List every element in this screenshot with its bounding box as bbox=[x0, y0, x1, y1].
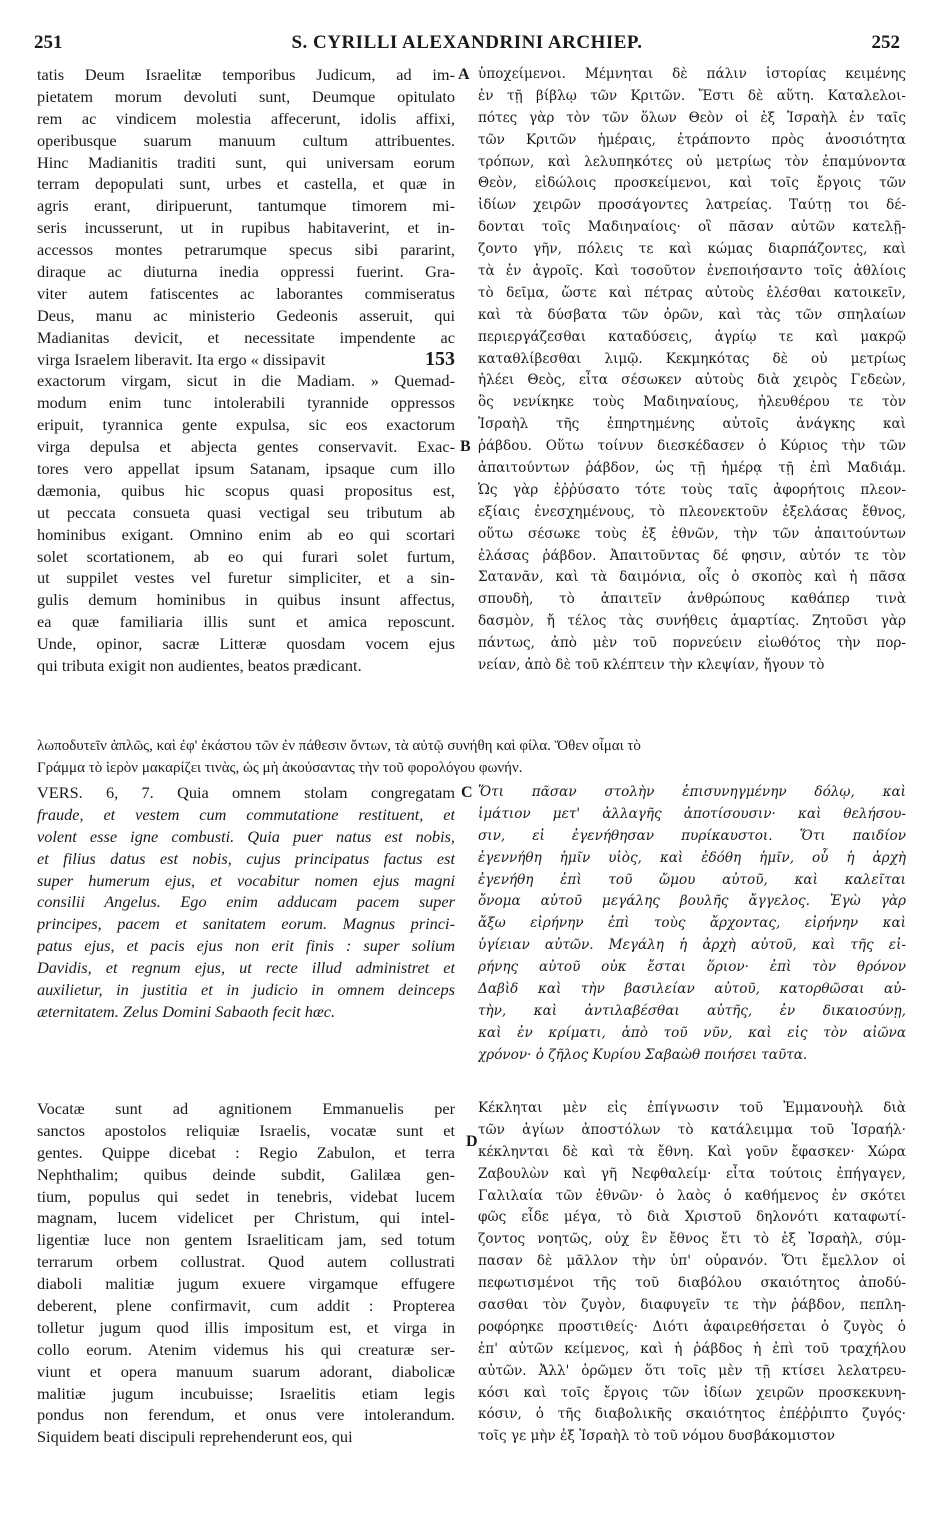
latin-column-verse bbox=[37, 782, 455, 1023]
greek-1-line: Ὡς γὰρ ἐῤῥύσατο τότε τοὺς ταῖς ἀφορήτοις πλεον- bbox=[478, 481, 906, 498]
greek-1-line: τῶν Κριτῶν ἡμέραις, ἐτράποντο πρὸς ἀνοσιότητα bbox=[478, 131, 906, 148]
latin-column-commentary bbox=[37, 1098, 455, 1448]
greek-1-line: τὰ ἐν ἀγροῖς. Καὶ τοσοῦτον ἐνεποιήσαντο τοῖς ἀθλίοις bbox=[478, 263, 906, 280]
greek-2-line: ἐγενήθη ἐπὶ τοῦ ὤμου αὐτοῦ, καὶ καλεῖται bbox=[478, 871, 906, 888]
latin-1-line: terram depopulati sunt, urbes et castella, et quæ in bbox=[37, 174, 455, 194]
latin-3-line: diaboli malitiæ jugum exuere virgamque effugere bbox=[37, 1274, 455, 1294]
greek-1-line: νείαν, ἀπὸ δὲ τοῦ κλέπτειν τὴν κλεψίαν, ἤγουν τὸ bbox=[478, 657, 825, 674]
greek-3-line: ἐπ' αὐτῶν κείμενος, καὶ ἡ ῥάβδος ἡ ἐπὶ τοῦ τραχήλου bbox=[478, 1340, 906, 1357]
latin-2-line: Davidis, et regnum ejus, ut recte illud administret et bbox=[37, 958, 455, 978]
latin-1-line: Hinc Madianitis traditi sunt, qui universam eorum bbox=[37, 152, 455, 172]
greek-1-line: τὸ δεῖμα, ὥστε καὶ πέτρας αὐτοὺς ἑλέσθαι κατοικεῖν, bbox=[478, 284, 906, 301]
latin-3-line: magnam, lucem videlicet per Christum, qui intel- bbox=[37, 1208, 455, 1228]
greek-column-1 bbox=[478, 64, 906, 677]
greek-1-line: ἰδίων χειρῶν προσάγοντες λατρείας. Ταύτῃ τοι δέ- bbox=[478, 197, 906, 214]
latin-3-line: tolletur jugum quod illis impositum est, et virga in bbox=[37, 1317, 455, 1337]
latin-1-line: modum enim tunc intolerabili tyrannide oppressos bbox=[37, 393, 455, 413]
greek-2-line: ἱμάτιον μετ' ἀλλαγῆς ἀποτίσουσιν· καὶ θελήσου- bbox=[478, 805, 906, 822]
latin-2-line: et filius datus est nobis, cujus principatus factus est bbox=[37, 848, 455, 868]
greek-1-line: ἠλέει Θεὸς, εἶτα σέσωκεν αὐτοὺς διὰ χειρὸς Γεδεὼν, bbox=[478, 372, 906, 389]
greek-2-line: χρόνον· ὁ ζῆλος Κυρίου Σαβαὼθ ποιήσει ταῦτα. bbox=[478, 1046, 808, 1063]
latin-3-line: deberent, plene confirmavit, cum addit : Propterea bbox=[37, 1296, 455, 1316]
latin-3-line: ligentiæ luce non gentem Israeliticam jam, sed totum bbox=[37, 1230, 455, 1250]
greek-column-verse bbox=[478, 782, 906, 1067]
greek-2-line: Ὅτι πᾶσαν στολὴν ἐπισυνηγμένην δόλῳ, καὶ bbox=[478, 784, 906, 800]
latin-3-line: sanctos apostolos reliquiæ Israelis, vocatæ sunt et bbox=[37, 1120, 455, 1140]
latin-1-line: ut suppilet vestes vel furetur simpliciter, et a sin- bbox=[37, 568, 455, 588]
greek-2-line: Δαβὶδ καὶ τὴν βασιλείαν αὐτοῦ, κατορθῶσαι αὐ- bbox=[478, 981, 906, 998]
greek-1-line: ἀπαιτούντων ῥάβδον, ὡς τῇ ἡμέρᾳ τῇ ἐπὶ Μαδιάμ. bbox=[478, 460, 906, 477]
greek-1-line: ἐν τῇ βίβλῳ τῶν Κριτῶν. Ἔστι δὲ αὕτη. Καταλελοι- bbox=[478, 87, 906, 104]
greek-2-line: καὶ ἐν κρίματι, ἀπὸ τοῦ νῦν, καὶ εἰς τὸν αἰῶνα bbox=[478, 1024, 906, 1041]
greek-3-line: τῶν ἁγίων ἀποστόλων τὸ κατάλειμμα τοῦ Ἰσραήλ· bbox=[478, 1121, 906, 1138]
greek-full-width-lines bbox=[37, 736, 907, 780]
greek-3-line: κέκληνται δὲ καὶ τὰ ἔθνη. Καὶ γοῦν ἔφασκεν· Χώρα bbox=[478, 1143, 906, 1160]
latin-1-line: exactorum virgam, sicut in die Madiam. » Quemad- bbox=[37, 371, 455, 391]
latin-3-line: Vocatæ sunt ad agnitionem Emmanuelis per bbox=[37, 1099, 455, 1118]
latin-1-line: accessos montes petrarumque specus sibi pararint, bbox=[37, 240, 455, 260]
greek-1-line: ἐλάσας ῥάβδον. Ἀπαιτοῦντας δέ φησιν, αὐτόν τε τὸν bbox=[478, 547, 906, 564]
greek-1-line: πότες γὰρ τὸν τῶν ὅλων Θεὸν οἱ ἐξ Ἰσραὴλ ἐν ταῖς bbox=[478, 109, 906, 126]
greek-1-line: ὃς νενίκηκε τοὺς Μαδιηναίους, ἠλευθέρου τε τὸν bbox=[478, 394, 906, 411]
greek-2-line: σιν, εἰ ἐγενήθησαν πυρίκαυστοι. Ὅτι παιδίον bbox=[478, 827, 906, 844]
latin-3-line: terrarum orbem collustrat. Quod autem collustrati bbox=[37, 1252, 455, 1272]
greek-3-line: Γαλιλαία τῶν ἐθνῶν· ὁ λαὸς ὁ καθήμενος ἐν σκότει bbox=[478, 1187, 906, 1204]
greek-1-line: Ἰσραὴλ τῆς ἐπηρτημένης αὐτοῖς ἀνάγκης καὶ bbox=[478, 416, 906, 433]
latin-3-line: pondus non ferendum, et onus vere intolerandum. bbox=[37, 1405, 455, 1425]
greek-1-line: ὑποχείμενοι. Μέμνηται δὲ πάλιν ἱστορίας κειμένης bbox=[478, 66, 906, 82]
greek-1-line: οὕτω σέσωκε τοὺς ἐξ ἐθνῶν, τὴν τῶν ἀπαιτούντων bbox=[478, 525, 906, 542]
greek-1-line: τρόπων, καὶ λελυπηκότες οὐ μετρίως τὸν ἐπαμύνοντα bbox=[478, 153, 906, 170]
greek-1-line: δονται τοῖς Μαδιηναίοις· οἳ πᾶσαν αὐτῶν κατελῇ- bbox=[478, 219, 906, 236]
greek-3-line: ζοντος νοητῶς, οὐχ ἓν ἔθνος ἔτι τὸ ἐξ Ἰσραὴλ, σύμ- bbox=[478, 1231, 906, 1248]
margin-marker-c: C bbox=[461, 784, 473, 801]
latin-3-line: Siquidem beati discipuli reprehenderunt eos, qui bbox=[37, 1427, 353, 1447]
greek-3-line: σασθαι τὸν ζυγὸν, διαφυγεῖν τε τὴν ῥάβδον, πεπλη- bbox=[478, 1297, 906, 1314]
greek-3-line: ροφόρηκε προστιθείς· Διότι ἀφαιρεθήσεται ὁ ζυγὸς ὁ bbox=[478, 1318, 906, 1335]
page-number-left: 251 bbox=[34, 32, 63, 53]
latin-2-line: fraude, et vestem cum commutatione restituent, et bbox=[37, 804, 455, 824]
greek-2-line: ἐγεννήθη ἡμῖν υἱὸς, καὶ ἐδόθη ἡμῖν, οὗ ἡ ἀρχὴ bbox=[478, 849, 906, 866]
latin-1-line: dæmonia, quibus hic scopus quasi propositus est, bbox=[37, 480, 455, 500]
latin-3-line: gentes. Quippe dicebat : Regio Zabulon, et terra bbox=[37, 1142, 455, 1162]
greek-3-line: πεφωτισμένοι τῆς τοῦ διαβόλου σκαιότητος ἀποδύ- bbox=[478, 1275, 906, 1292]
latin-1-line: ea quæ familiaria illis sunt et amica reposcunt. bbox=[37, 612, 455, 632]
latin-1-line: diraque ac diuturna inedia oppressi fuerint. Gra- bbox=[37, 262, 455, 282]
latin-1-line: qui tributa exigit non audientes, beatos prædicant. bbox=[37, 656, 362, 676]
page-header bbox=[34, 32, 900, 56]
greek-3-line: φῶς εἶδε μέγα, τὸ διὰ Χριστοῦ δηλονότι καταφωτί- bbox=[478, 1209, 906, 1226]
greek-1-line: δασμὸν, ἤ τέλος τὰς συνήθεις ἁμαρτίας. Ζητοῦσι γὰρ bbox=[478, 613, 906, 630]
latin-1-line: Deus, manu ac ministerio Gedeonis asseruit, qui bbox=[37, 305, 455, 325]
greek-1-line: καὶ τὰ δύσβατα τῶν ὀρῶν, καὶ τὰς τῶν σπηλαίων bbox=[478, 306, 906, 323]
latin-2-line: principes, pacem et sanitatem eorum. Magnus princi- bbox=[37, 914, 455, 934]
latin-1-line: agris erant, diripuerunt, tantumque timorem mi- bbox=[37, 196, 455, 216]
latin-1-line: pietatem morum devoluti sunt, Deumque opitulato bbox=[37, 86, 455, 106]
greek-2-line: ὑγίειαν αὐτῶν. Μεγάλη ἡ ἀρχὴ αὐτοῦ, καὶ τῆς εἰ- bbox=[478, 937, 906, 954]
page-number-right: 252 bbox=[871, 32, 900, 53]
latin-column-1 bbox=[37, 64, 455, 677]
greek-full-line: Γράμμα τὸ ἱερὸν μακαρίζει τινὰς, ὡς μὴ ἀκούσαντας τὴν τοῦ φορολόγου φωνήν. bbox=[37, 759, 523, 776]
greek-1-line: περιεργάζεσθαι καταδύσεις, ἀγρίῳ τε καὶ μακρῷ bbox=[478, 328, 906, 345]
latin-2-line: auxilietur, in justitia et in judicio in omnem deinceps bbox=[37, 980, 455, 1000]
latin-1-line: tores vero appellat ipsum Satanam, ipsaque cum illo bbox=[37, 459, 455, 479]
greek-1-line: καταθλίβεσθαι λιμῷ. Κεκμηκότας δὲ οὐ μετρίως bbox=[478, 350, 906, 367]
latin-3-line: Nephthalim; quibus deinde subdit, Galilæa gen- bbox=[37, 1164, 455, 1184]
greek-2-line: ρήνης αὐτοῦ οὐκ ἔσται ὅριον· ἐπὶ τὸν θρόνον bbox=[478, 959, 906, 976]
greek-3-line: Ζαβουλὼν καὶ γῆ Νεφθαλείμ· εἶτα τούτοις ἐπήγαγεν, bbox=[478, 1165, 906, 1182]
latin-1-line: virga Israelem liberavit. Ita ergo « dissipavit 153 bbox=[37, 348, 455, 370]
greek-column-commentary bbox=[478, 1098, 906, 1448]
latin-2-line: consilii Angelus. Ego enim adducam pacem super bbox=[37, 892, 455, 912]
greek-full-line: λωποδυτεῖν ἁπλῶς, καὶ ἐφ' ἑκάστου τῶν ἐν πάθεσιν ὄντων, τὰ αὐτῷ συνήθη καὶ φίλα. Ὅθεν οἶμαι τὸ bbox=[37, 738, 641, 754]
latin-2-line: super humerum ejus, et vocabitur nomen ejus magni bbox=[37, 870, 455, 890]
greek-3-line: Κέκληται μὲν εἰς ἐπίγνωσιν τοῦ Ἐμμανουὴλ διὰ bbox=[478, 1100, 906, 1116]
greek-3-line: πασαν δὲ μᾶλλον τὴν ὑπ' οὐρανόν. Ὅτι ἔμελλον οἱ bbox=[478, 1253, 906, 1270]
greek-1-line: ῥάβδου. Οὕτω τοίνυν διεσκέδασεν ὁ Κύριος τὴν τῶν bbox=[478, 438, 906, 455]
latin-2-line: volent esse igne combusti. Quia puer natus est nobis, bbox=[37, 826, 455, 846]
latin-1-line: gulis demum hominibus in quibus insunt affectus, bbox=[37, 590, 455, 610]
latin-3-line: tium, populus qui sedet in tenebris, videbat lucem bbox=[37, 1186, 455, 1206]
greek-2-line: ὄνομα αὐτοῦ μεγάλης βουλῆς ἄγγελος. Ἐγὼ γὰρ bbox=[478, 893, 906, 910]
greek-3-line: τοῖς γε μὴν ἐξ Ἰσραὴλ τὸ τοῦ νόμου δυσβάκομιστον bbox=[478, 1428, 835, 1445]
greek-1-line: ζοντο γῆν, πόλεις τε καὶ κώμας διαρπάζοντες, καὶ bbox=[478, 241, 906, 258]
latin-1-line: hominibus exigant. Omnino enim ab eo qui scortari bbox=[37, 524, 455, 544]
latin-3-line: collo eorum. Atenim videmus his qui creaturæ ser- bbox=[37, 1339, 455, 1359]
greek-1-line: εξίαις ἐνεσχημένους, τὸ πλεονεκτοῦν ἐξελάσας ἔθνος, bbox=[478, 503, 906, 520]
latin-1-line: solet scortationem, ab eo qui furari solet furtum, bbox=[37, 546, 455, 566]
greek-1-line: πάντως, ἀπὸ μὲν τοῦ πορνεύειν εἰωθότος τὴν πορ- bbox=[478, 635, 906, 652]
running-title: S. CYRILLI ALEXANDRINI ARCHIEP. bbox=[291, 32, 643, 53]
latin-1-line: Unde, opinor, sacræ Litteræ quosdam vocem ejus bbox=[37, 634, 455, 654]
latin-1-line: operibusque suarum manuum cultum attribuentes. bbox=[37, 130, 455, 150]
greek-2-line: τὴν, καὶ ἀντιλαβέσθαι αὐτῆς, ἐν δικαιοσύνῃ, bbox=[478, 1002, 906, 1019]
latin-1-line: rem ac vindicem molestia affecerunt, idolis affixi, bbox=[37, 108, 455, 128]
greek-2-line: ἄξω εἰρήνην ἐπὶ τοὺς ἄρχοντας, εἰρήνην καὶ bbox=[478, 915, 906, 932]
latin-2-line: patus ejus, et pacis ejus non erit finis : super solium bbox=[37, 936, 455, 956]
greek-1-line: σπουδὴ, τὸ ἀπαιτεῖν ἀνθρώπους καθάπερ τινὰ bbox=[478, 591, 906, 608]
latin-3-line: malitiæ jugum incubuisse; Israelitis etiam legis bbox=[37, 1383, 455, 1403]
greek-3-line: κόσιν, ὁ τῆς διαβολικῆς σκαιότητος ἐπέῤῥιπτο ζυγός· bbox=[478, 1406, 906, 1423]
latin-1-line: virga depulsa et abjecta gentes conservavit. Exac- bbox=[37, 437, 455, 457]
greek-1-line: Σατανᾶν, καὶ τὰ δαιμόνια, οἷς ὁ σκοπὸς καὶ ἡ πᾶσα bbox=[478, 569, 906, 586]
latin-3-line: viunt et opera manuum suarum adorant, diabolicæ bbox=[37, 1361, 455, 1381]
latin-1-line: viter autem fatiscentes ac laborantes commiseratus bbox=[37, 283, 455, 303]
margin-marker-b: B bbox=[460, 438, 471, 455]
margin-marker-a: A bbox=[458, 66, 470, 83]
latin-1-line: tatis Deum Israelitæ temporibus Judicum, ad im- bbox=[37, 65, 455, 84]
latin-1-line: ut peccata consueta quasi vectigal seu tributum ab bbox=[37, 502, 455, 522]
greek-1-line: Θεὸν, εἰδώλοις προσκείμενοι, καὶ τοῖς ἔργοις τῶν bbox=[478, 175, 906, 192]
latin-2-line: VERS. 6, 7. Quia omnem stolam congregatam bbox=[37, 783, 455, 802]
column-number: 153 bbox=[425, 348, 455, 370]
latin-1-line: seris incusserunt, ut in rupibus habitaverint, et in- bbox=[37, 218, 455, 238]
margin-marker-d: D bbox=[466, 1133, 478, 1150]
greek-3-line: κόσι καὶ τοῖς ἔργοις τῶν ἰδίων χειρῶν προσκεκυνη- bbox=[478, 1384, 906, 1401]
greek-3-line: αὐτῶν. Ἀλλ' ὁρῶμεν ὅτι τοῖς μὲν τῇ κτίσει λελατρευ- bbox=[478, 1362, 906, 1379]
latin-1-line: Madianitas devicit, et necessitate impendente ac bbox=[37, 327, 455, 347]
latin-2-line: æternitatem. Zelus Domini Sabaoth fecit hæc. bbox=[37, 1001, 336, 1021]
latin-1-line: eripuit, tyrannica gente expulsa, sic eos exactorum bbox=[37, 415, 455, 435]
